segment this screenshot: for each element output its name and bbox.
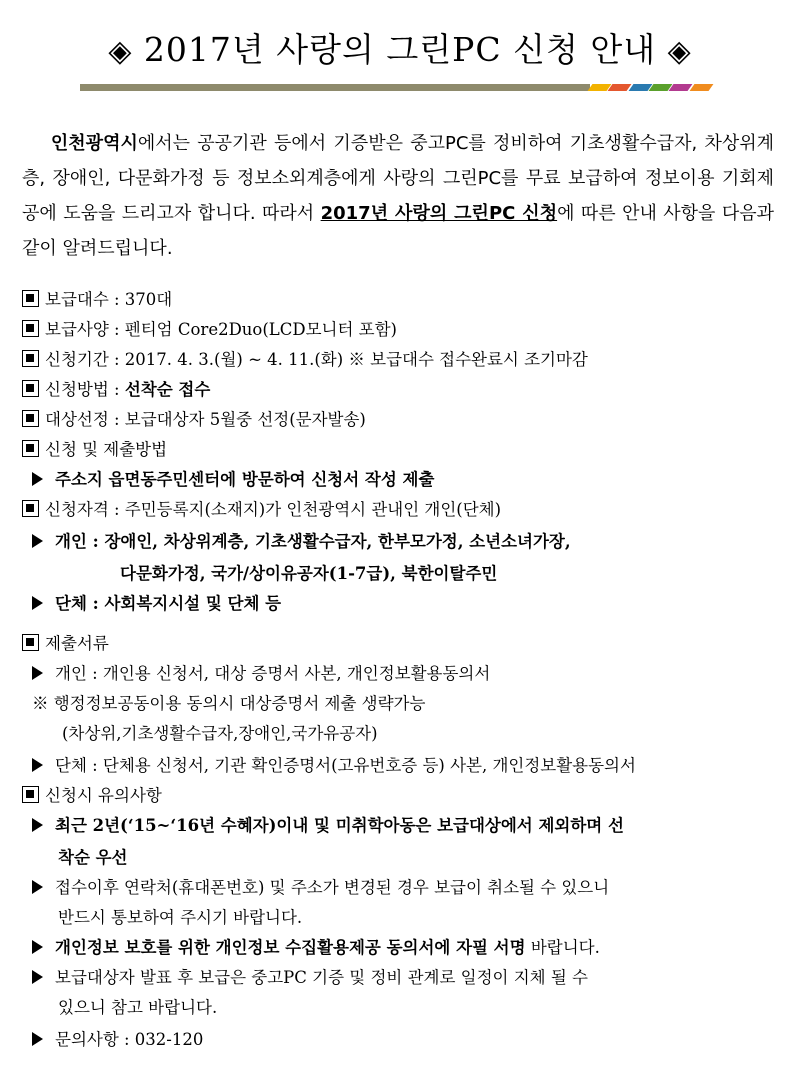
item-text-tail: 바랍니다. xyxy=(525,938,600,957)
title-text: 2017년 사랑의 그린PC 신청 안내 xyxy=(143,30,657,69)
item-text: 주소지 읍면동주민센터에 방문하여 신청서 작성 제출 xyxy=(55,470,435,489)
square-bullet-icon xyxy=(22,380,39,397)
item-text: 단체 : 단체용 신청서, 기관 확인증명서(고유번호증 등) 사본, 개인정보활용동의서 xyxy=(55,756,636,775)
item-docs-note-cont xyxy=(62,720,800,744)
item-text: 신청자격 : 주민등록지(소재지)가 인천광역시 관내인 개인(단체) xyxy=(45,500,502,519)
square-bullet-icon xyxy=(22,290,39,307)
note-1 xyxy=(32,812,792,836)
item-value: 선착순 접수 xyxy=(124,380,211,399)
square-bullet-icon xyxy=(22,410,39,427)
item-text: 문의사항 : 032-120 xyxy=(55,1030,204,1049)
underline-stripes xyxy=(590,84,712,91)
note-4-cont xyxy=(58,994,800,1018)
item-notes xyxy=(22,782,782,806)
intro-text-1: 에서는 공공기관 등에서 기증받은 중고PC를 정비하여 기초생활수급자, 차상위계층, 장애인, 다문화가정 등 정보소외계층에게 사랑의 그린PC를 무료 보급하여 정보이용 기회제공에 도움을 드리고자 합니다. 따라서 xyxy=(22,133,774,224)
item-text: 대상선정 : 보급대상자 5월중 선정(문자발송) xyxy=(45,410,366,429)
page-title xyxy=(0,24,800,71)
item-period xyxy=(22,346,782,370)
square-bullet-icon xyxy=(22,440,39,457)
title-underline xyxy=(80,84,712,91)
triangle-bullet-icon xyxy=(32,818,43,832)
intro-paragraph xyxy=(22,126,774,266)
item-selection xyxy=(22,406,782,430)
item-text: 개인 : 장애인, 차상위계층, 기초생활수급자, 한부모가정, 소년소녀가장, xyxy=(55,532,571,551)
triangle-bullet-icon xyxy=(32,596,43,610)
note-4 xyxy=(32,964,792,988)
item-text: 있으니 참고 바랍니다. xyxy=(58,998,218,1017)
item-text: 접수이후 연락처(휴대폰번호) 및 주소가 변경된 경우 보급이 취소될 수 있으니 xyxy=(55,878,610,897)
triangle-bullet-icon xyxy=(32,880,43,894)
item-text: 신청 및 제출방법 xyxy=(45,440,168,459)
square-bullet-icon xyxy=(22,634,39,651)
item-text: 보급대수 : 370대 xyxy=(45,290,173,309)
intro-text-2: 에 따른 안내 사항을 다음과 같이 알려드립니다. xyxy=(22,203,775,259)
item-text: 착순 우선 xyxy=(58,848,128,867)
square-bullet-icon xyxy=(22,350,39,367)
item-individual xyxy=(32,528,792,552)
item-text: 신청시 유의사항 xyxy=(45,786,162,805)
underline-stripe xyxy=(689,84,713,91)
diamond-right-icon: ◈ xyxy=(667,34,692,69)
item-text: 제출서류 xyxy=(45,634,109,653)
triangle-bullet-icon xyxy=(32,666,43,680)
triangle-bullet-icon xyxy=(32,472,43,486)
triangle-bullet-icon xyxy=(32,758,43,772)
intro-org: 인천광역시 xyxy=(50,133,138,154)
item-method xyxy=(22,376,782,400)
item-supply-count xyxy=(22,286,782,310)
square-bullet-icon xyxy=(22,786,39,803)
item-text: 신청기간 : 2017. 4. 3.(월) ~ 4. 11.(화) ※ 보급대수 접수완료시 조기마감 xyxy=(45,350,588,369)
item-docs xyxy=(22,630,782,654)
item-docs-individual xyxy=(32,660,792,684)
triangle-bullet-icon xyxy=(32,970,43,984)
item-text: (차상위,기초생활수급자,장애인,국가유공자) xyxy=(62,724,378,743)
item-docs-note xyxy=(32,690,792,714)
item-contact xyxy=(32,1026,792,1050)
item-label: 신청방법 : xyxy=(45,380,125,399)
note-2 xyxy=(32,874,792,898)
underline-bar xyxy=(80,84,590,91)
item-individual-cont xyxy=(120,560,800,584)
item-qualification xyxy=(22,496,782,520)
square-bullet-icon xyxy=(22,320,39,337)
diamond-left-icon: ◈ xyxy=(108,34,133,69)
item-text: 보급사양 : 펜티엄 Core2Duo(LCD모니터 포함) xyxy=(45,320,397,339)
item-text: ※ 행정정보공동이용 동의시 대상증명서 제출 생략가능 xyxy=(32,694,426,713)
triangle-bullet-icon xyxy=(32,1032,43,1046)
square-bullet-icon xyxy=(22,500,39,517)
note-2-cont xyxy=(58,904,800,928)
item-text: 다문화가정, 국가/상이유공자(1-7급), 북한이탈주민 xyxy=(120,564,498,583)
triangle-bullet-icon xyxy=(32,940,43,954)
item-supply-spec xyxy=(22,316,782,340)
triangle-bullet-icon xyxy=(32,534,43,548)
item-text: 최근 2년(‘15~‘16년 수혜자)이내 및 미취학아동은 보급대상에서 제외하며 선 xyxy=(55,816,624,835)
item-text: 보급대상자 발표 후 보급은 중고PC 기증 및 정비 관계로 일정이 지체 될 수 xyxy=(55,968,588,987)
item-docs-group xyxy=(32,752,792,776)
intro-emphasis: 2017년 사랑의 그린PC 신청 xyxy=(320,203,558,224)
item-group xyxy=(32,590,792,614)
note-3 xyxy=(32,934,792,958)
item-text: 단체 : 사회복지시설 및 단체 등 xyxy=(55,594,282,613)
item-submit-method xyxy=(22,436,782,460)
item-text: 개인 : 개인용 신청서, 대상 증명서 사본, 개인정보활용동의서 xyxy=(55,664,491,683)
item-text-bold: 개인정보 보호를 위한 개인정보 수집활용제공 동의서에 자필 서명 xyxy=(55,938,526,957)
item-submit-detail xyxy=(32,466,792,490)
item-text: 반드시 통보하여 주시기 바랍니다. xyxy=(58,908,303,927)
note-1-cont xyxy=(58,844,800,868)
